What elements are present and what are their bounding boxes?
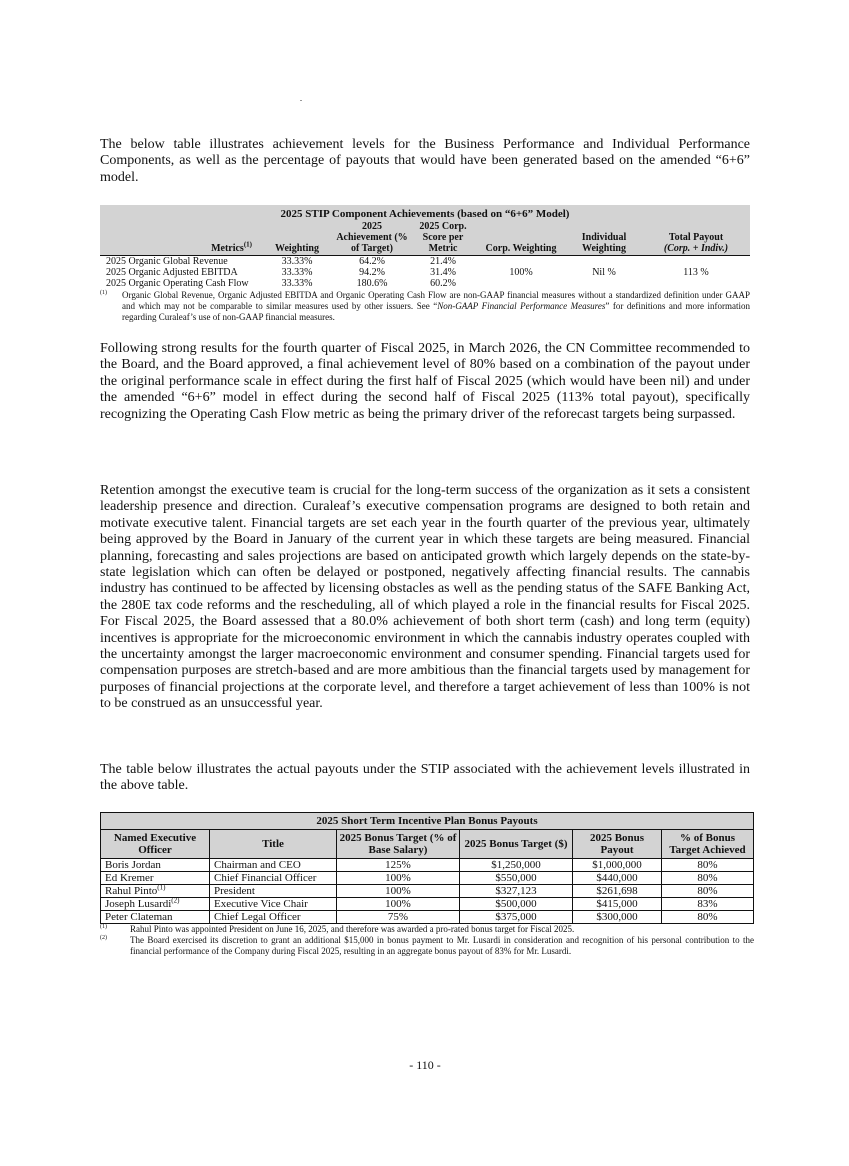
header-total-payout: Total Payout (Corp. + Indiv.) [642,221,750,256]
page-number: - 110 - [409,1058,441,1072]
header-bonus-payout: 2025 Bonus Payout [573,830,662,859]
header-achievement: 2025 Achievement (% of Target) [334,221,410,256]
payouts-intro-paragraph: The table below illustrates the actual payouts under the STIP associated with the achievement levels illustrated in the above table. [100,762,750,794]
stray-dot [300,100,302,101]
stip-payouts-table [100,812,754,924]
header-weighting: Weighting [260,221,334,256]
table1-footnote: (1) Organic Global Revenue, Organic Adjusted EBITDA and Organic Operating Cash Flow are non-GAAP financial measures without a standardized definition under GAAP and which may not be comparable to similar measures used by other issuers. See “Non-GAAP Financial Performance Measures” for definitions and more information regarding Curaleaf’s use of non-GAAP financial measures. [100,290,750,322]
non-gaap-reference: Non-GAAP Financial Performance Measures [437,301,606,311]
header-bonus-target-pct: 2025 Bonus Target (% of Base Salary) [337,830,460,859]
table2-row: Peter Clateman Chief Legal Officer 75% $375,000 $300,000 80% [101,911,754,924]
table1-row: 2025 Organic Adjusted EBITDA 33.33% 94.2% 31.4% 100% Nil % 113 % [100,267,750,278]
table2-caption: 2025 Short Term Incentive Plan Bonus Payouts [101,813,754,830]
header-corp-score: 2025 Corp. Score per Metric [410,221,476,256]
header-corp-weighting: Corp. Weighting [476,221,566,256]
stip-achievements-section [100,205,750,323]
stip-achievements-table [100,205,750,289]
total-payout-value: 113 % [683,267,709,278]
table2-footnote-1: (1) Rahul Pinto was appointed President on June 16, 2025, and therefore was awarded a pro-rated bonus target for Fiscal 2025. [100,924,575,934]
header-individual-weighting: Individual Weighting [566,221,642,256]
header-pct-achieved: % of Bonus Target Achieved [662,830,754,859]
header-metrics: Metrics$^{(1)}$ [100,221,260,256]
table1-caption: 2025 STIP Component Achievements (based on “6+6” Model) [280,208,570,220]
table1-row: 2025 Organic Operating Cash Flow 33.33% 180.6% 60.2% [106,278,456,289]
final-achievement-paragraph: Following strong results for the fourth quarter of Fiscal 2025, in March 2026, the CN Committee recommended to the Board, and the Board approved, a final achievement level of 80% based on a combination of the payout under the original performance scale in effect during the first half of Fiscal 2025 (which would have been nil) and under the amended “6+6” model in effect during the second half of Fiscal 2025 (113% total payout), specifically recognizing the Operating Cash Flow metric as being the primary driver of the reforecast targets being surpassed. [100,341,750,422]
header-bonus-target-usd: 2025 Bonus Target ($) [460,830,573,859]
intro-paragraph: The below table illustrates achievement levels for the Business Performance and Individual Performance Components, as well as the percentage of payouts that would have been generated based on the amended “6+6” model. [100,137,750,185]
individual-weighting-value: Nil % [592,267,616,278]
table1-row: 2025 Organic Global Revenue 33.33% 64.2% 21.4% [106,256,456,267]
header-title: Title [210,830,337,859]
table2-footnote-2: (2) The Board exercised its discretion to grant an additional $15,000 in bonus payment to Mr. Lusardi in consideration and recognition of his personal contribution to the financial performance of the Company during Fiscal 2025, resulting in an aggregate bonus payout of 83% for Mr. Lusardi. [100,935,754,956]
table2-row: Joseph Lusardi$^{(2)}$ Executive Vice Chair 100% $500,000 $415,000 83% [101,898,754,911]
corp-weighting-value: 100% [509,267,533,278]
stip-payouts-section [100,812,754,957]
table2-row: Boris Jordan Chairman and CEO 125% $1,250,000 $1,000,000 80% [101,859,754,872]
table2-row: Rahul Pinto$^{(1)}$ President 100% $327,123 $261,698 80% [101,885,754,898]
table2-row: Ed Kremer Chief Financial Officer 100% $550,000 $440,000 80% [101,872,754,885]
header-officer: Named Executive Officer [101,830,210,859]
retention-paragraph: Retention amongst the executive team is crucial for the long-term success of the organization as it sets a consistent leadership presence and direction. Curaleaf’s executive compensation programs are designed to both retain and motivate executive talent. Financial targets are set each year in the fourth quarter of the previous year, ultimately being approved by the Board in January of the current year in which these targets are being measured. Financial planning, forecasting and sales projections are based on anticipated growth which largely depends on the state-by-state legislation which can often be delayed or postponed, negatively affecting financial results. The cannabis industry has continued to be affected by licensing obstacles as well as the pending status of the SAFE Banking Act, the 280E tax code reforms and the rescheduling, all of which played a role in the financial results for Fiscal 2025. For Fiscal 2025, the Board assessed that a 80.0% achievement of both short term (cash) and long term (equity) incentives is appropriate for the microeconomic environment in which the cannabis industry operates coupled with the uncertainty amongst the larger macroeconomic environment and consumer spending. Financial targets used for compensation purposes are stretch-based and are more ambitious than the financial targets used by management for purposes of financial projections at the corporate level, and therefore a target achievement of less than 100% is not to be construed as an unsuccessful year. [100,483,750,712]
